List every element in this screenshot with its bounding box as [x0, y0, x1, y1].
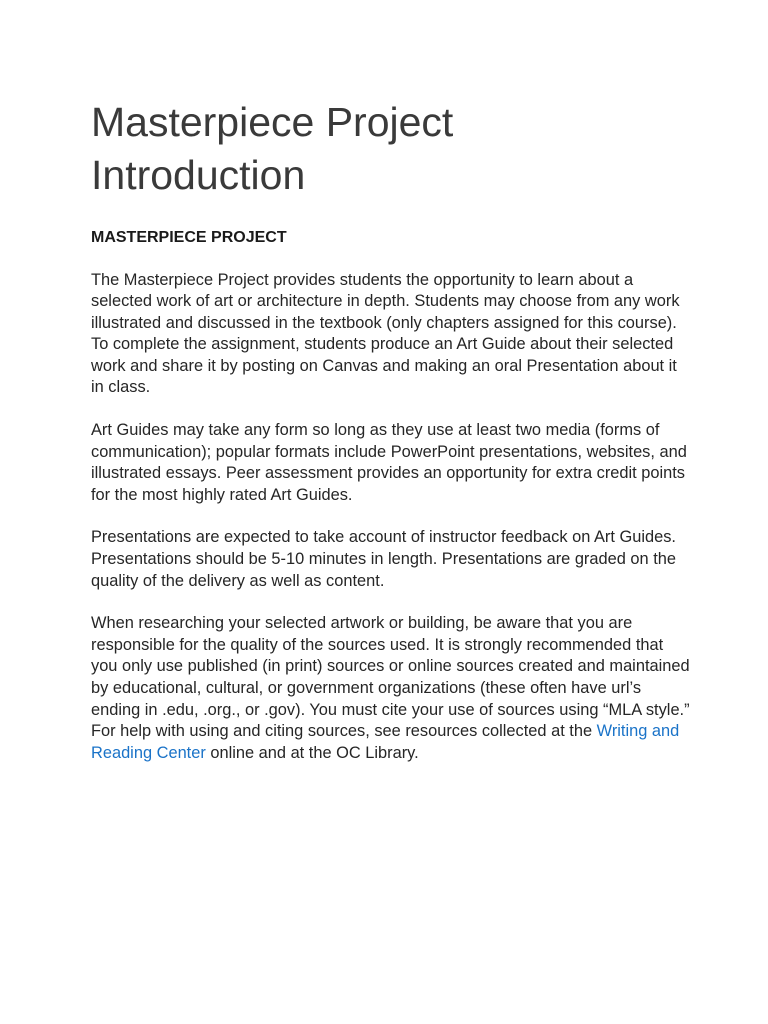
paragraph-intro: The Masterpiece Project provides students the opportunity to learn about a selected work of art or architecture in depth. Students may choose from any work illustrated and discussed in the textbook (only chapters assigned for this course). To complete the assignment, students produce an Art Guide about their selected work and share it by posting on Canvas and making an oral Presentation about it in class. — [91, 270, 680, 397]
page-title — [91, 96, 691, 202]
paragraph-sources-text-end: online and at the OC Library. — [205, 743, 419, 762]
page-title-line-1: Masterpiece Project — [91, 99, 454, 145]
writing-reading-center-link[interactable]: Writing and Reading Center — [91, 722, 680, 762]
document-page — [91, 96, 691, 764]
paragraph-art-guides: Art Guides may take any form so long as they use at least two media (forms of communication); popular formats include PowerPoint presentations, websites, and illustrated essays. Peer assessment provides an opportunity for extra credit points for the most highly rated Art Guides. — [91, 421, 687, 504]
paragraph-sources-text: When researching your selected artwork or building, be aware that you are responsible for the quality of the sources used. It is strongly recommended that you only use published (in print) sources or online sources created and maintained by educational, cultural, or government organizations (these often have url’s ending in .edu, .org., or .gov). You must cite your use of sources using “MLA style.” For help with using and citing sources, see resources collected at the — [91, 614, 690, 741]
paragraph-presentations: Presentations are expected to take account of instructor feedback on Art Guides. Presentations should be 5-10 minutes in length. Presentations are graded on the quality of the delivery as well as content. — [91, 528, 676, 590]
section-heading: MASTERPIECE PROJECT — [91, 229, 287, 246]
paragraph-sources — [91, 613, 691, 764]
page-title-line-2: Introduction — [91, 152, 306, 198]
